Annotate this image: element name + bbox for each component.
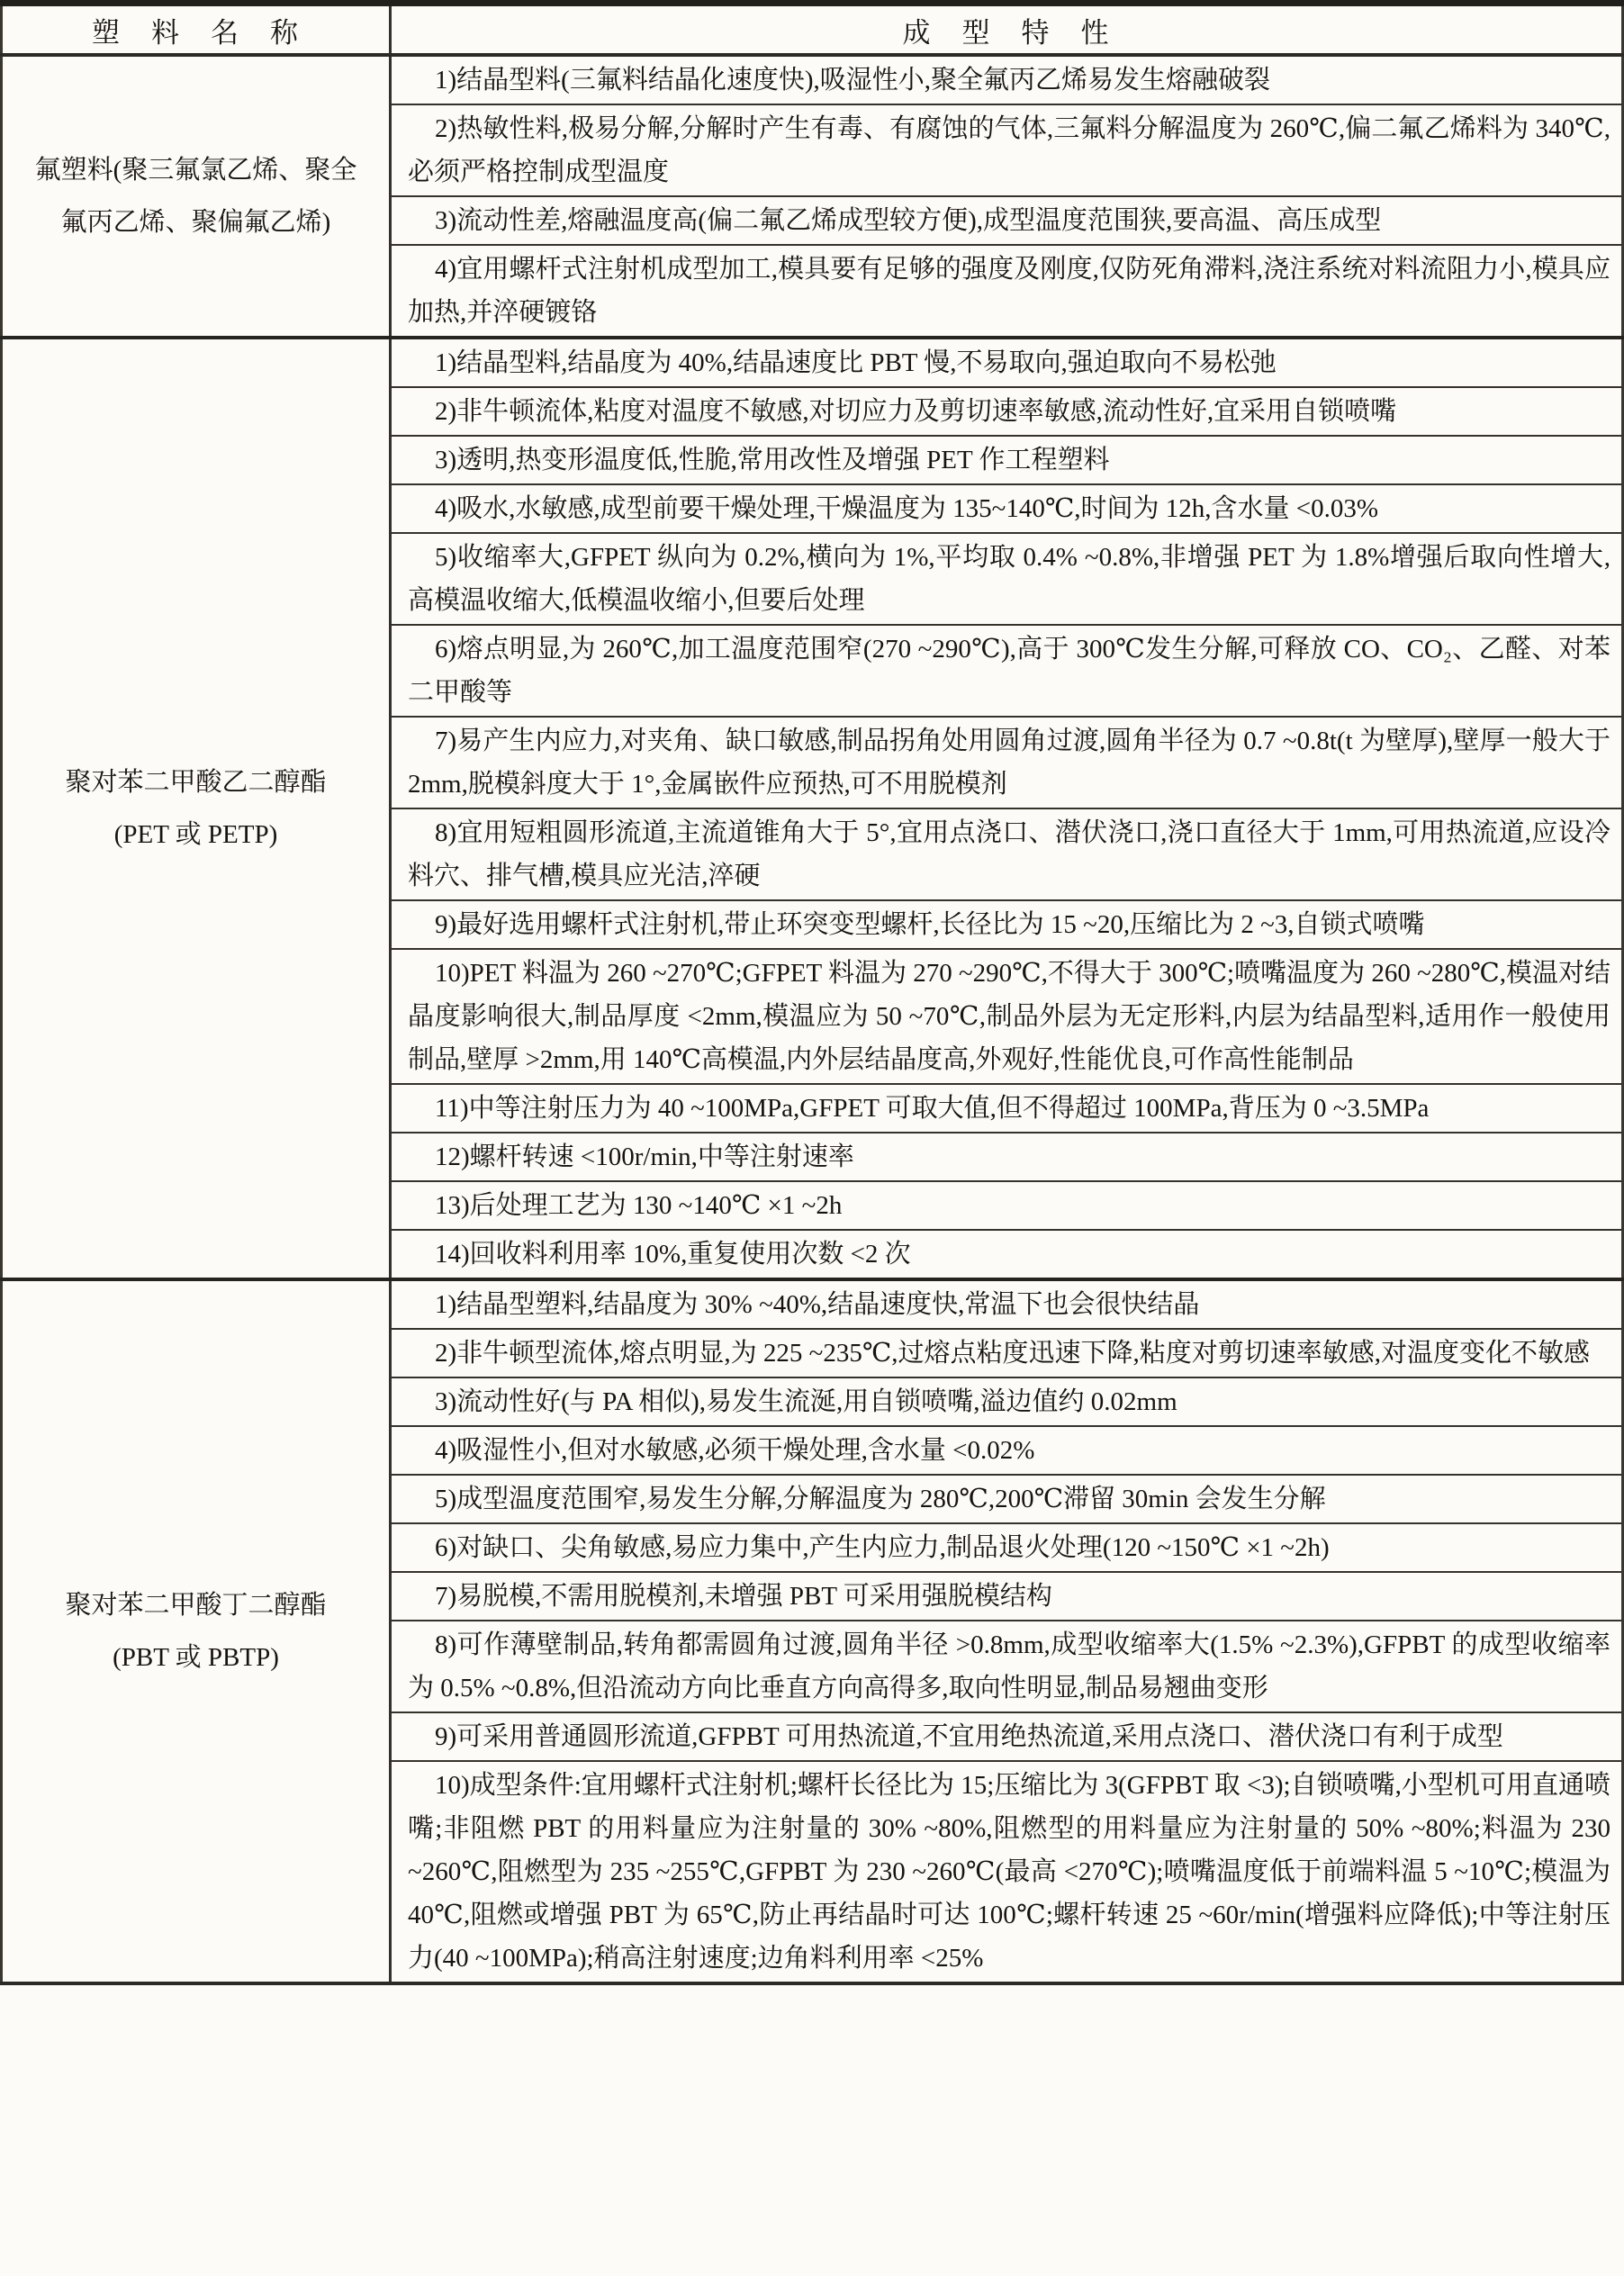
characteristic-cell bbox=[391, 1523, 1623, 1572]
plastic-name-line: (PBT 或 PBTP) bbox=[113, 1643, 279, 1672]
characteristic-text: 7)易产生内应力,对夹角、缺口敏感,制品拐角处用圆角过渡,圆角半径为 0.7 ~0.8t(t 为壁厚),壁厚一般大于 2mm,脱模斜度大于 1°,金属嵌件应预热,可不用脱模剂 bbox=[408, 727, 1610, 799]
characteristic-cell bbox=[391, 1761, 1623, 1983]
characteristic-text: 5)成型温度范围窄,易发生分解,分解温度为 280℃,200℃滞留 30min 会发生分解 bbox=[435, 1485, 1326, 1513]
characteristic-text: 2)非牛顿流体,粘度对温度不敏感,对切应力及剪切速率敏感,流动性好,宜采用自锁喷嘴 bbox=[435, 397, 1397, 426]
characteristic-text: 8)可作薄壁制品,转角都需圆角过渡,圆角半径 >0.8mm,成型收缩率大(1.5% ~2.3%),GFPBT 的成型收缩率为 0.5% ~0.8%,但沿流动方向比垂直方向高得多,取向性明显,制品易翘曲变形 bbox=[408, 1630, 1610, 1702]
characteristic-cell bbox=[391, 1181, 1623, 1230]
characteristic-text: 14)回收料利用率 10%,重复使用次数 <2 次 bbox=[435, 1240, 911, 1269]
characteristic-text: 9)可采用普通圆形流道,GFPBT 可用热流道,不宜用绝热流道,采用点浇口、潜伏浇口有利于成型 bbox=[435, 1722, 1503, 1751]
characteristic-cell bbox=[391, 245, 1623, 338]
characteristic-cell bbox=[391, 1712, 1623, 1761]
characteristic-cell bbox=[391, 1084, 1623, 1133]
header-row bbox=[2, 4, 1623, 56]
characteristic-text: 11)中等注射压力为 40 ~100MPa,GFPET 可取大值,但不得超过 100MPa,背压为 0 ~3.5MPa bbox=[435, 1094, 1430, 1123]
characteristic-cell bbox=[391, 1230, 1623, 1279]
characteristic-cell bbox=[391, 1133, 1623, 1181]
plastic-name-cell bbox=[2, 55, 391, 338]
plastic-name-line: 聚对苯二甲酸乙二醇酯 bbox=[65, 768, 327, 797]
characteristic-text: 2)热敏性料,极易分解,分解时产生有毒、有腐蚀的气体,三氟料分解温度为 260℃,偏二氟乙烯料为 340℃,必须严格控制成型温度 bbox=[408, 114, 1610, 186]
characteristic-text: 12)螺杆转速 <100r/min,中等注射速率 bbox=[435, 1143, 854, 1171]
plastic-name-line: 氟丙乙烯、聚偏氟乙烯) bbox=[60, 208, 331, 237]
characteristic-cell bbox=[391, 436, 1623, 484]
characteristic-cell bbox=[391, 949, 1623, 1084]
characteristic-cell bbox=[391, 533, 1623, 625]
plastic-name-cell bbox=[2, 338, 391, 1279]
characteristic-cell bbox=[391, 104, 1623, 196]
characteristic-text: 13)后处理工艺为 130 ~140℃ ×1 ~2h bbox=[435, 1191, 843, 1220]
characteristic-cell bbox=[391, 900, 1623, 949]
characteristic-cell bbox=[391, 484, 1623, 533]
characteristic-cell bbox=[391, 1279, 1623, 1329]
characteristic-text: 7)易脱模,不需用脱模剂,未增强 PBT 可采用强脱模结构 bbox=[435, 1582, 1052, 1611]
characteristic-cell bbox=[391, 808, 1623, 900]
characteristic-text: 1)结晶型料(三氟料结晶化速度快),吸湿性小,聚全氟丙乙烯易发生熔融破裂 bbox=[435, 66, 1270, 95]
characteristic-text: 2)非牛顿型流体,熔点明显,为 225 ~235℃,过熔点粘度迅速下降,粘度对剪切速率敏感,对温度变化不敏感 bbox=[435, 1339, 1591, 1368]
col-header-plastic-name: 塑 料 名 称 bbox=[2, 4, 391, 56]
characteristic-cell bbox=[391, 1572, 1623, 1621]
characteristic-cell bbox=[391, 625, 1623, 717]
characteristic-cell bbox=[391, 1621, 1623, 1712]
characteristic-row bbox=[2, 338, 1623, 387]
characteristic-cell bbox=[391, 1329, 1623, 1377]
characteristic-text: 10)成型条件:宜用螺杆式注射机;螺杆长径比为 15;压缩比为 3(GFPBT 取 <3);自锁喷嘴,小型机可用直通喷嘴;非阻燃 PBT 的用料量应为注射量的 30% ~80%,阻燃型的用料量应为注射量的 50% ~80%;料温为 230 ~260℃,阻燃型为 235 ~255℃,GFPBT 为 230 ~260℃(最高 <270℃);喷嘴温度低于前端料温 5 ~10℃;模温为 40℃,阻燃或增强 PBT 为 65℃,防止再结晶时可达 100℃;螺杆转速 25 ~60r/min(增强料应降低);中等注射压力(40 ~100MPa);稍高注射速度;边角料利用率 <25% bbox=[408, 1771, 1610, 1973]
characteristic-text: 3)流动性差,熔融温度高(偏二氟乙烯成型较方便),成型温度范围狭,要高温、高压成型 bbox=[435, 206, 1382, 235]
characteristic-text: 1)结晶型塑料,结晶度为 30% ~40%,结晶速度快,常温下也会很快结晶 bbox=[435, 1290, 1200, 1319]
characteristic-cell bbox=[391, 1377, 1623, 1426]
plastic-name-cell bbox=[2, 1279, 391, 1983]
characteristic-text: 10)PET 料温为 260 ~270℃;GFPET 料温为 270 ~290℃,不得大于 300℃;喷嘴温度为 260 ~280℃,模温对结晶度影响很大,制品厚度 <2mm,模温应为 50 ~70℃,制品外层为无定形料,内层为结晶型料,适用作一般使用制品,壁厚 >2mm,用 140℃高模温,内外层结晶度高,外观好,性能优良,可作高性能制品 bbox=[408, 959, 1610, 1074]
characteristic-text: 6)熔点明显,为 260℃,加工温度范围窄(270 ~290℃),高于 300℃发生分解,可释放 CO、CO₂、乙醛、对苯二甲酸等 bbox=[408, 635, 1610, 707]
characteristic-cell bbox=[391, 1426, 1623, 1475]
plastic-name-line: (PET 或 PETP) bbox=[113, 820, 278, 849]
characteristic-cell bbox=[391, 196, 1623, 245]
characteristic-text: 3)透明,热变形温度低,性脆,常用改性及增强 PET 作工程塑料 bbox=[435, 446, 1110, 474]
characteristic-row bbox=[2, 1279, 1623, 1329]
characteristic-text: 6)对缺口、尖角敏感,易应力集中,产生内应力,制品退火处理(120 ~150℃ ×1 ~2h) bbox=[435, 1533, 1330, 1562]
table-body bbox=[2, 55, 1623, 1983]
characteristic-text: 1)结晶型料,结晶度为 40%,结晶速度比 PBT 慢,不易取向,强迫取向不易松弛 bbox=[435, 348, 1277, 377]
characteristic-text: 3)流动性好(与 PA 相似),易发生流涎,用自锁喷嘴,溢边值约 0.02mm bbox=[435, 1387, 1177, 1416]
characteristic-text: 5)收缩率大,GFPET 纵向为 0.2%,横向为 1%,平均取 0.4% ~0.8%,非增强 PET 为 1.8%增强后取向性增大,高模温收缩大,低模温收缩小,但要后处理 bbox=[408, 543, 1610, 615]
plastic-name-line: 氟塑料(聚三氟氯乙烯、聚全 bbox=[34, 156, 357, 185]
plastic-name-line: 聚对苯二甲酸丁二醇酯 bbox=[65, 1591, 327, 1620]
characteristic-cell bbox=[391, 1475, 1623, 1523]
characteristic-cell bbox=[391, 55, 1623, 104]
col-header-molding-characteristics: 成 型 特 性 bbox=[391, 4, 1623, 56]
characteristic-text: 9)最好选用螺杆式注射机,带止环突变型螺杆,长径比为 15 ~20,压缩比为 2 ~3,自锁式喷嘴 bbox=[435, 910, 1425, 939]
characteristic-text: 8)宜用短粗圆形流道,主流道锥角大于 5°,宜用点浇口、潜伏浇口,浇口直径大于 1mm,可用热流道,应设冷料穴、排气槽,模具应光洁,淬硬 bbox=[408, 818, 1610, 890]
characteristic-text: 4)吸水,水敏感,成型前要干燥处理,干燥温度为 135~140℃,时间为 12h,含水量 <0.03% bbox=[435, 494, 1379, 523]
characteristic-cell bbox=[391, 338, 1623, 387]
characteristic-row bbox=[2, 55, 1623, 104]
characteristic-cell bbox=[391, 717, 1623, 808]
characteristic-text: 4)宜用螺杆式注射机成型加工,模具要有足够的强度及刚度,仅防死角滞料,浇注系统对料流阻力小,模具应加热,并淬硬镀铬 bbox=[408, 255, 1610, 327]
characteristic-cell bbox=[391, 387, 1623, 436]
characteristic-text: 4)吸湿性小,但对水敏感,必须干燥处理,含水量 <0.02% bbox=[435, 1436, 1035, 1465]
